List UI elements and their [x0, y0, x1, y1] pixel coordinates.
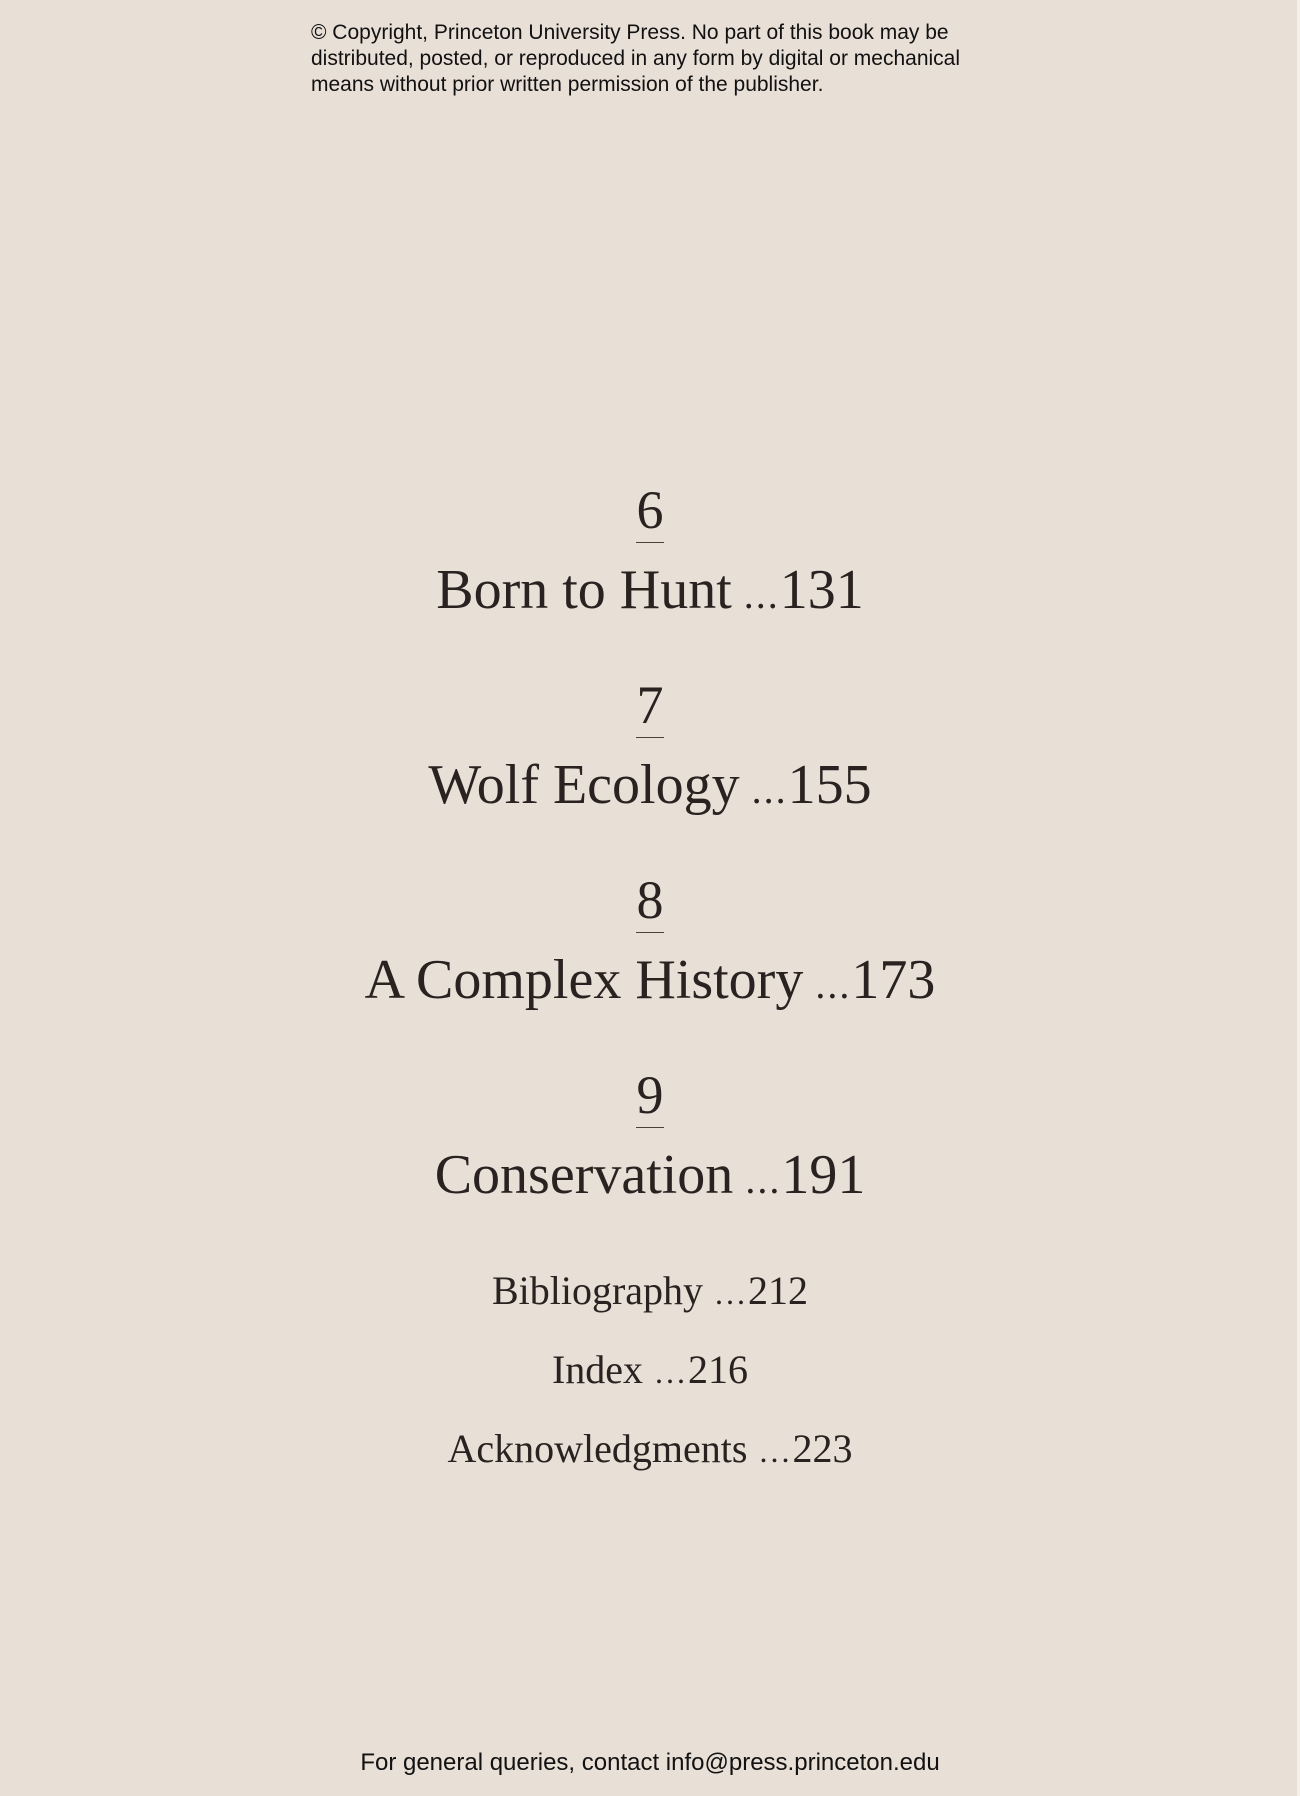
page-number: 216: [688, 1347, 749, 1392]
leader-dots: ...: [759, 1433, 793, 1469]
toc-entry-acknowledgments[interactable]: [0, 1426, 1300, 1474]
chapter-number-rule: [636, 542, 664, 543]
page-number: 223: [792, 1426, 853, 1471]
leader-dots: ...: [745, 1157, 782, 1202]
copyright-line: means without prior written permission of the publisher.: [311, 73, 824, 96]
backmatter-title: Bibliography: [491, 1268, 704, 1313]
page-number: 155: [787, 754, 872, 816]
chapter-number-rule: [636, 1127, 664, 1128]
chapter-title: Wolf Ecology: [428, 754, 740, 816]
toc-entry-chapter-9[interactable]: [0, 1143, 1300, 1212]
leader-dots: ...: [815, 962, 852, 1007]
copyright-line: © Copyright, Princeton University Press. No part of this book may be: [311, 21, 949, 44]
toc-entry-chapter-6[interactable]: [0, 558, 1300, 627]
contact-footer: For general queries, contact info@press.princeton.edu: [360, 1749, 940, 1776]
toc-entry-chapter-7[interactable]: [0, 753, 1300, 822]
page-number: 191: [781, 1144, 866, 1206]
chapter-number: 9: [636, 1065, 664, 1125]
leader-dots: ...: [715, 1275, 749, 1311]
chapter-title: A Complex History: [364, 949, 804, 1011]
page-number: 131: [779, 559, 864, 621]
chapter-number: 8: [636, 870, 664, 930]
chapter-title: Conservation: [434, 1144, 734, 1206]
toc-entry-bibliography[interactable]: [0, 1268, 1300, 1316]
leader-dots: ...: [655, 1354, 689, 1390]
backmatter-title: Acknowledgments: [447, 1426, 748, 1471]
leader-dots: ...: [751, 767, 788, 812]
chapter-number-rule: [636, 737, 664, 738]
copyright-line: distributed, posted, or reproduced in any form by digital or mechanical: [311, 47, 961, 70]
chapter-number-rule: [636, 932, 664, 933]
toc-entry-chapter-8[interactable]: [0, 948, 1300, 1017]
backmatter-title: Index: [551, 1347, 644, 1392]
page-number: 173: [851, 949, 936, 1011]
page-number: 212: [748, 1268, 809, 1313]
toc-entry-index[interactable]: [0, 1347, 1300, 1395]
leader-dots: ...: [743, 572, 780, 617]
chapter-number: 6: [636, 480, 664, 540]
chapter-number: 7: [636, 675, 664, 735]
chapter-title: Born to Hunt: [436, 559, 732, 621]
